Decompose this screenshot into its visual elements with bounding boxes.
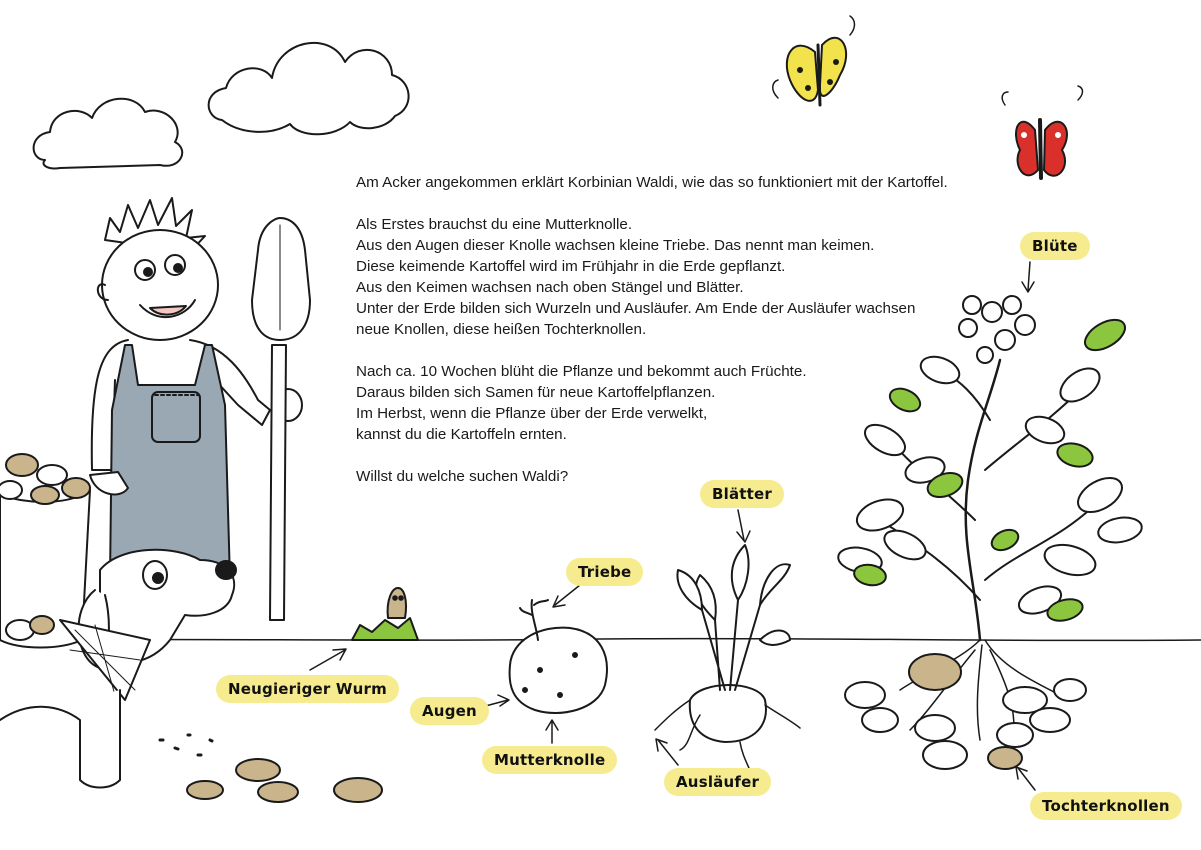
story-text [356, 172, 956, 487]
story-line: Daraus bilden sich Samen für neue Kartoffelpflanzen. [356, 384, 716, 401]
label-augen: Augen [410, 697, 489, 725]
label-blaetter: Blätter [700, 480, 784, 508]
cloud-right [209, 43, 409, 134]
story-line: Diese keimende Kartoffel wird im Frühjahr in die Erde gepflanzt. [356, 258, 786, 275]
loose-potatoes [160, 735, 382, 802]
story-line: Aus den Augen dieser Knolle wachsen kleine Triebe. Das nennt man keimen. [356, 237, 875, 254]
story-line: Unter der Erde bilden sich Wurzeln und Ausläufer. Am Ende der Ausläufer wachsen [356, 300, 916, 317]
butterfly-red [1002, 86, 1082, 178]
story-question: Willst du welche suchen Waldi? [356, 468, 569, 485]
paragraph-gap [356, 193, 956, 214]
story-line: Nach ca. 10 Wochen blüht die Pflanze und bekommt auch Früchte. [356, 363, 807, 380]
cloud-left [34, 99, 183, 169]
young-plant [655, 545, 800, 775]
butterfly-yellow [773, 16, 855, 105]
label-neugieriger-wurm: Neugieriger Wurm [216, 675, 399, 703]
story-line: Als Erstes brauchst du eine Mutterknolle. [356, 216, 633, 233]
story-line: Aus den Keimen wachsen nach oben Stängel und Blätter. [356, 279, 744, 296]
label-mutterknolle: Mutterknolle [482, 746, 617, 774]
paragraph-gap [356, 445, 956, 466]
paragraph-gap [356, 340, 956, 361]
worm [352, 588, 418, 640]
label-bluete: Blüte [1020, 232, 1090, 260]
label-triebe: Triebe [566, 558, 643, 586]
ground-line [0, 639, 1201, 641]
story-line: Am Acker angekommen erklärt Korbinian Waldi, wie das so funktioniert mit der Kartoffel. [356, 174, 948, 191]
story-line: kannst du die Kartoffeln ernten. [356, 426, 567, 443]
sprouting-tuber [510, 600, 607, 713]
label-tochterknollen: Tochterknollen [1030, 792, 1182, 820]
story-line: Im Herbst, wenn die Pflanze über der Erde verwelkt, [356, 405, 708, 422]
story-line: neue Knollen, diese heißen Tochterknollen. [356, 321, 647, 338]
label-auslaeufer: Ausläufer [664, 768, 771, 796]
